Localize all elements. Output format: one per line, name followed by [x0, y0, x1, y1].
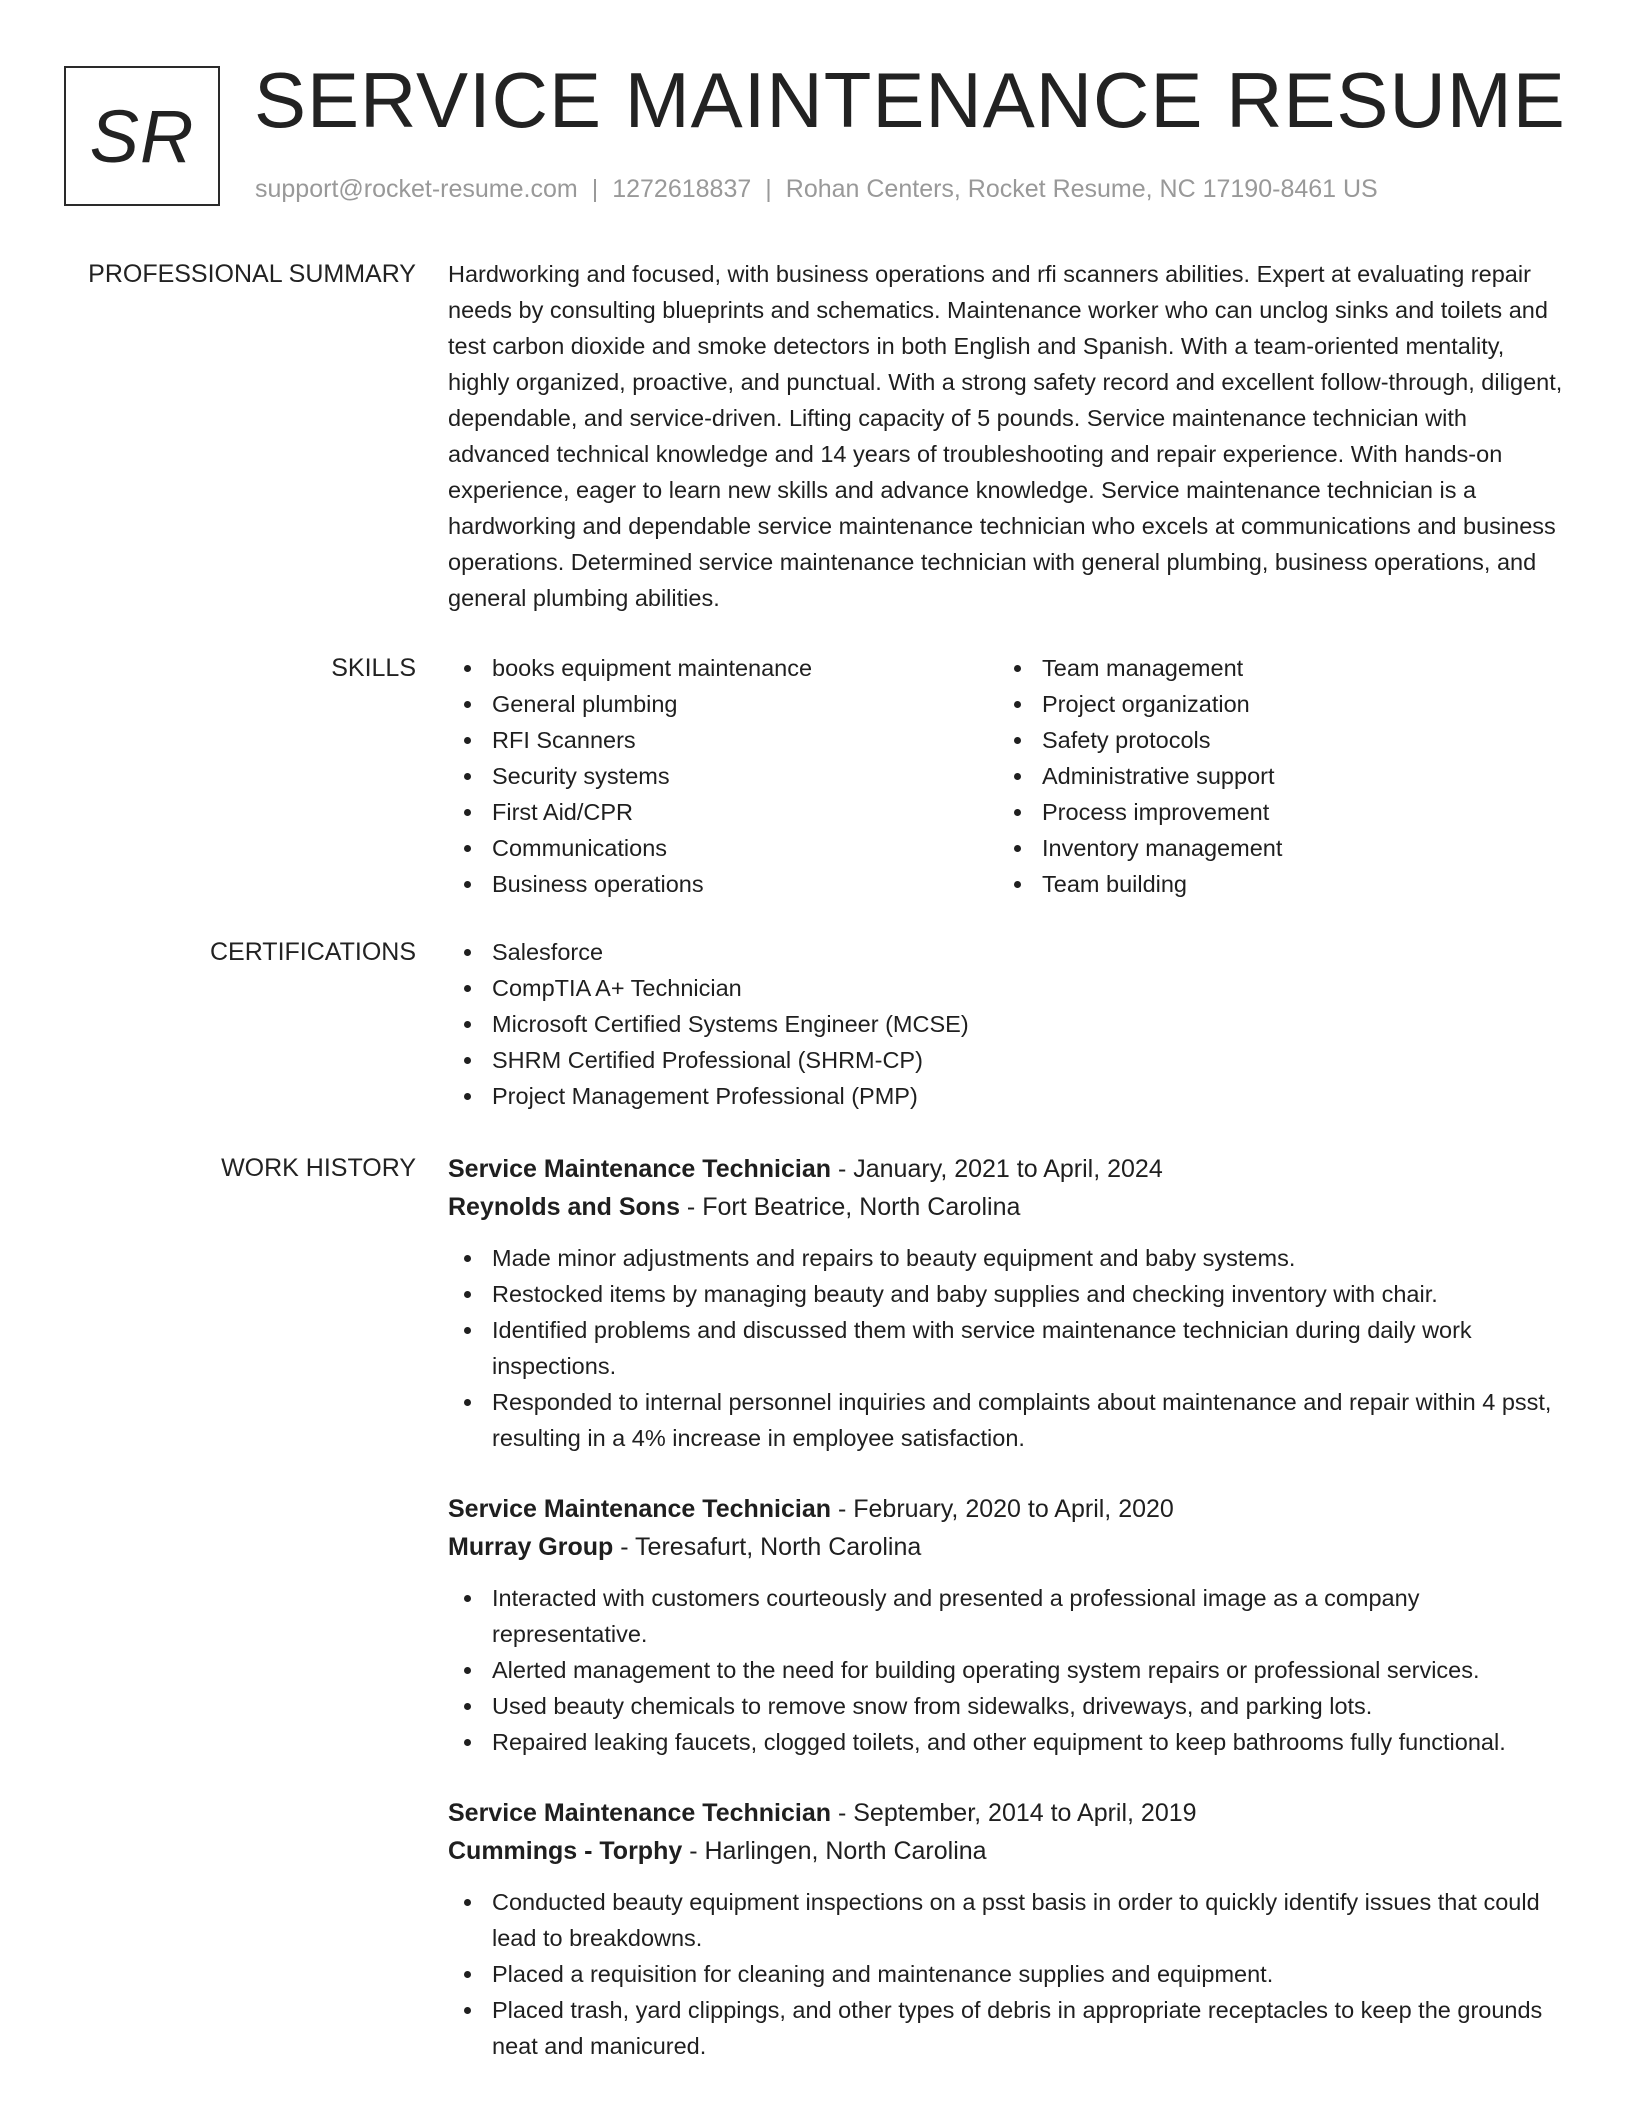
job-duty-item: Restocked items by managing beauty and baby supplies and checking inventory with chair. [448, 1276, 1568, 1312]
job-duty-item: Repaired leaking faucets, clogged toilets, and other equipment to keep bathrooms fully functional. [448, 1724, 1568, 1760]
skill-item: General plumbing [448, 686, 998, 722]
job-entry [448, 1794, 1568, 2064]
job-company-line [448, 1528, 1568, 1566]
certification-item: CompTIA A+ Technician [448, 970, 1568, 1006]
job-duties-list [448, 1240, 1568, 1456]
job-company: Murray Group [448, 1533, 614, 1561]
certifications-list [448, 934, 1568, 1114]
contact-email[interactable]: support@rocket-resume.com [255, 175, 578, 203]
skill-item: books equipment maintenance [448, 650, 998, 686]
job-title-line [448, 1490, 1568, 1528]
skill-item: Communications [448, 830, 998, 866]
job-dates: - September, 2014 to April, 2019 [831, 1799, 1197, 1827]
skill-item: Safety protocols [998, 722, 1548, 758]
skill-item: Inventory management [998, 830, 1548, 866]
skill-item: First Aid/CPR [448, 794, 998, 830]
monogram-initials: SR [89, 94, 195, 178]
job-duty-item: Used beauty chemicals to remove snow from sidewalks, driveways, and parking lots. [448, 1688, 1568, 1724]
skill-item: Business operations [448, 866, 998, 902]
skill-item: Project organization [998, 686, 1548, 722]
job-duties-list [448, 1580, 1568, 1760]
job-title: Service Maintenance Technician [448, 1799, 832, 1827]
job-entry [448, 1150, 1568, 1456]
job-title-line [448, 1794, 1568, 1832]
summary-text: Hardworking and focused, with business operations and rfi scanners abilities. Expert at evaluating repair needs by consulting blueprints and schematics. Maintenance worker who can unclog sinks and toilets and test carbon dioxide and smoke detectors in both English and Spanish. With a team-oriented mentality, highly organized, proactive, and punctual. With a strong safety record and excellent follow-through, diligent, dependable, and service-driven. Lifting capacity of 5 pounds. Service maintenance technician with advanced technical knowledge and 14 years of troubleshooting and repair experience. With hands-on experience, eager to learn new skills and advance knowledge. Service maintenance technician is a hardworking and dependable service maintenance technician who excels at communications and business operations. Determined service maintenance technician with general plumbing, business operations, and general plumbing abilities. [448, 261, 1563, 611]
job-duty-item: Made minor adjustments and repairs to beauty equipment and baby systems. [448, 1240, 1568, 1276]
job-duty-item: Interacted with customers courteously and presented a professional image as a company representative. [448, 1580, 1568, 1652]
resume-title: SERVICE MAINTENANCE RESUME [254, 56, 1566, 144]
monogram-box [64, 66, 220, 206]
summary-heading: PROFESSIONAL SUMMARY [88, 260, 416, 288]
contact-address: Rohan Centers, Rocket Resume, NC 17190-8461 US [785, 175, 1378, 203]
certification-item: Project Management Professional (PMP) [448, 1078, 1568, 1114]
contact-separator: | [765, 175, 772, 203]
work-history-heading: WORK HISTORY [221, 1154, 416, 1182]
job-company-line [448, 1188, 1568, 1226]
job-company-line [448, 1832, 1568, 1870]
job-duties-list [448, 1884, 1568, 2064]
job-dates: - February, 2020 to April, 2020 [831, 1495, 1174, 1523]
job-entry [448, 1490, 1568, 1760]
skill-item: Security systems [448, 758, 998, 794]
job-company: Reynolds and Sons [448, 1193, 680, 1221]
job-duty-item: Placed trash, yard clippings, and other types of debris in appropriate receptacles to keep the grounds neat and manicured. [448, 1992, 1568, 2064]
skills-heading: SKILLS [331, 654, 416, 682]
skill-item: Team building [998, 866, 1548, 902]
job-duty-item: Responded to internal personnel inquiries and complaints about maintenance and repair within 4 psst, resulting in a 4% increase in employee satisfaction. [448, 1384, 1568, 1456]
contact-line [255, 175, 1378, 204]
certification-item: Microsoft Certified Systems Engineer (MCSE) [448, 1006, 1568, 1042]
skills-list-right [998, 650, 1548, 902]
contact-phone[interactable]: 1272618837 [612, 175, 752, 203]
skill-item: Administrative support [998, 758, 1548, 794]
job-company: Cummings - Torphy [448, 1837, 683, 1865]
skill-item: Team management [998, 650, 1548, 686]
job-duty-item: Placed a requisition for cleaning and maintenance supplies and equipment. [448, 1956, 1568, 1992]
job-location: - Fort Beatrice, North Carolina [679, 1193, 1021, 1221]
job-dates: - January, 2021 to April, 2024 [831, 1155, 1163, 1183]
skill-item: Process improvement [998, 794, 1548, 830]
job-duty-item: Alerted management to the need for building operating system repairs or professional services. [448, 1652, 1568, 1688]
job-title: Service Maintenance Technician [448, 1495, 832, 1523]
skills-grid [448, 650, 1568, 902]
job-title: Service Maintenance Technician [448, 1155, 832, 1183]
skills-list-left [448, 650, 998, 902]
certification-item: Salesforce [448, 934, 1568, 970]
skill-item: RFI Scanners [448, 722, 998, 758]
job-duty-item: Conducted beauty equipment inspections on a psst basis in order to quickly identify issues that could lead to breakdowns. [448, 1884, 1568, 1956]
certification-item: SHRM Certified Professional (SHRM-CP) [448, 1042, 1568, 1078]
job-title-line [448, 1150, 1568, 1188]
job-location: - Harlingen, North Carolina [682, 1837, 987, 1865]
job-duty-item: Identified problems and discussed them with service maintenance technician during daily work inspections. [448, 1312, 1568, 1384]
job-location: - Teresafurt, North Carolina [613, 1533, 922, 1561]
contact-separator: | [591, 175, 599, 203]
certifications-heading: CERTIFICATIONS [209, 938, 416, 966]
work-history-jobs [448, 1150, 1568, 2098]
